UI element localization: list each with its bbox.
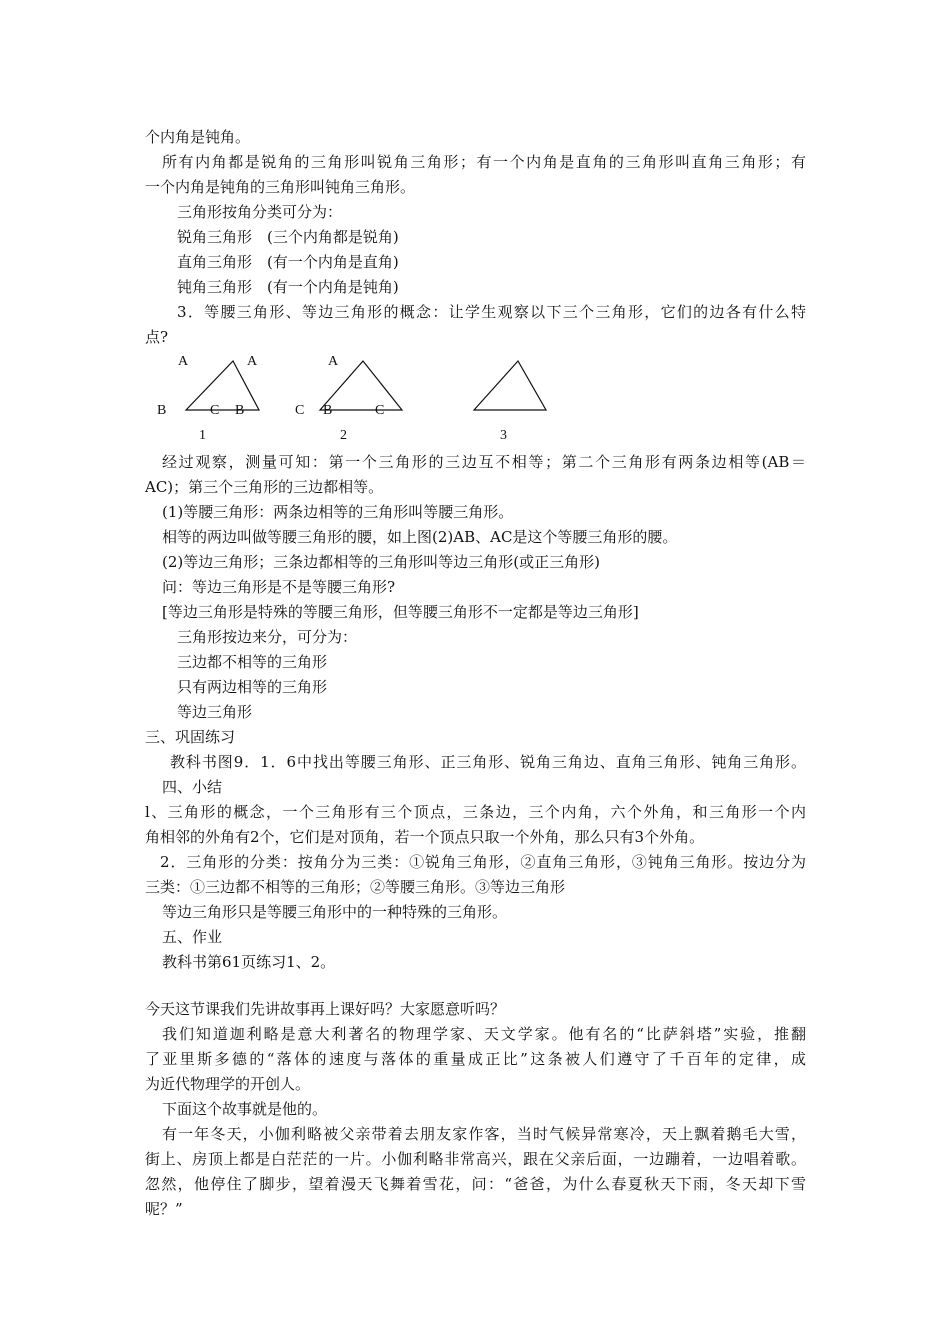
text-line: 了亚里斯多德的“落体的速度与落体的重量成正比”这条被人们遵守了千百年的定律，成: [145, 1050, 806, 1068]
triangle-3: [474, 361, 546, 410]
text-line: 为近代物理学的开创人。: [145, 1075, 311, 1093]
text-line: 今天这节课我们先讲故事再上课好吗？大家愿意听吗？: [145, 1000, 506, 1018]
text-line: 忽然，他停住了脚步，望着漫天飞舞着雪花，问：“爸爸，为什么春夏秋天下雨，冬天却下雪: [145, 1175, 806, 1193]
text-line: 问：等边三角形是不是等腰三角形?: [162, 578, 396, 596]
vertex-label: B: [235, 403, 245, 418]
section-heading: 五、作业: [162, 928, 223, 946]
text-line: 所有内角都是锐角的三角形叫锐角三角形；有一个内角是直角的三角形叫直角三角形；有: [162, 153, 806, 171]
text-line: 相等的两边叫做等腰三角形的腰，如上图(2)AB、AC是这个等腰三角形的腰。: [162, 528, 678, 546]
text-line: (2)等边三角形；三条边都相等的三角形叫等边三角形(或正三角形): [162, 553, 600, 571]
text-line: l、三角形的概念，一个三角形有三个顶点，三条边，三个内角，六个外角，和三角形一个内: [145, 803, 806, 821]
text-line: 直角三角形 (有一个内角是直角): [177, 253, 399, 271]
text-line: 三边都不相等的三角形: [177, 653, 328, 671]
text-line: (1)等腰三角形：两条边相等的三角形叫等腰三角形。: [162, 503, 514, 521]
text-line: 经过观察，测量可知：第一个三角形的三边互不相等；第二个三角形有两条边相等(AB＝: [162, 453, 806, 471]
text-line: 我们知道迦利略是意大利著名的物理学家、天文学家。他有名的“比萨斜塔”实验，推翻: [162, 1025, 806, 1043]
text-line: 3．等腰三角形、等边三角形的概念：让学生观察以下三个三角形，它们的边各有什么特: [177, 303, 806, 321]
text-line: 三角形按边来分，可分为：: [177, 628, 358, 646]
text-line: 三角形按角分类可分为：: [177, 203, 343, 221]
figure-number: 2: [340, 428, 347, 443]
text-line: 街上、房顶上都是白茫茫的一片。小伽利略非常高兴，跟在父亲后面，一边蹦着，一边唱着歌。: [145, 1150, 806, 1168]
vertex-label: C: [295, 403, 305, 418]
vertex-label: B: [323, 403, 333, 418]
text-line: 下面这个故事就是他的。: [162, 1100, 328, 1118]
text-line: 只有两边相等的三角形: [177, 678, 328, 696]
section-heading: 三、巩固练习: [145, 728, 236, 746]
text-line: 钝角三角形 (有一个内角是钝角): [177, 278, 399, 296]
text-line: [等边三角形是特殊的等腰三角形，但等腰三角形不一定都是等边三角形]: [162, 603, 639, 621]
text-line: 三类：①三边都不相等的三角形；②等腰三角形。③等边三角形: [145, 878, 566, 896]
text-line: AC)；第三个三角形的三边都相等。: [145, 478, 384, 496]
text-line: 2．三角形的分类：按角分为三类：①锐角三角形，②直角三角形，③钝角三角形。按边分为: [160, 853, 806, 871]
text-line: 点?: [145, 328, 169, 346]
figure-number: 1: [199, 428, 206, 443]
vertex-label: B: [157, 403, 167, 418]
text-line: 教科书图9．1．6中找出等腰三角形、正三角形、锐角三角边、直角三角形、钝角三角形。: [170, 753, 806, 771]
vertex-label: C: [375, 403, 385, 418]
text-line: 个内角是钝角。: [145, 128, 251, 146]
text-line: 呢？”: [145, 1200, 183, 1218]
text-line: 等边三角形只是等腰三角形中的一种特殊的三角形。: [162, 903, 508, 921]
vertex-label: A: [247, 354, 258, 369]
text-line: 锐角三角形 (三个内角都是锐角): [177, 228, 399, 246]
text-line: 有一年冬天，小伽利略被父亲带着去朋友家作客，当时气候异常寒冷，天上飘着鹅毛大雪，: [162, 1125, 806, 1143]
vertex-label: A: [328, 354, 339, 369]
section-heading: 四、小结: [162, 778, 223, 796]
text-line: 等边三角形: [177, 703, 253, 721]
vertex-label: C: [210, 403, 220, 418]
text-line: 一个内角是钝角的三角形叫钝角三角形。: [145, 178, 416, 196]
text-line: 角相邻的外角有2个，它们是对顶角，若一个顶点只取一个外角，那么只有3个外角。: [145, 828, 705, 846]
text-line: 教科书第61页练习1、2。: [162, 953, 336, 971]
figure-number: 3: [500, 428, 507, 443]
vertex-label: A: [178, 354, 189, 369]
